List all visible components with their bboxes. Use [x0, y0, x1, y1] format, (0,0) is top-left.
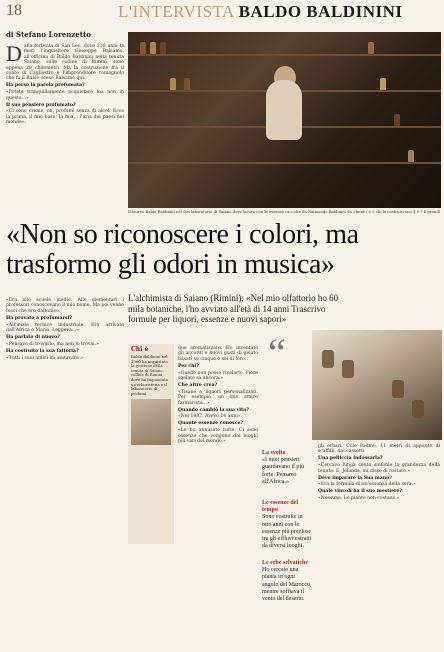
jar: [322, 350, 334, 368]
mid-question-1: Per chi?: [178, 363, 199, 369]
dropcap: D: [6, 41, 22, 66]
left-paragraph-3: «Pensavo di trovarlo, ma non lo trovai.»: [6, 341, 99, 347]
sidebar-photo: [131, 399, 171, 445]
page-header: [0, 0, 444, 26]
mid-question-3: Quando cambiò la sua vita?: [178, 407, 249, 413]
right-question-3: Quale vincoli ha il suo mestiere?: [318, 489, 403, 495]
left-paragraph-1: «Era alle scuole medie. Alle elementari i professori conoscevano il mio nome. Ma poi venne fuori che ero daltonico.: [6, 298, 124, 314]
intro-question-2: Il suo pensiero profumato?: [6, 102, 76, 108]
pull-quote-3-text: Ho cercato una pianta in ogni angolo del Marocco, mentre soffiava il vento del deserto.: [262, 567, 312, 603]
pull-quote-1-title: La svolta: [262, 450, 286, 456]
byline: di Stefano Lorenzetto: [6, 30, 91, 39]
interviewee-name: BALDO BALDININI: [238, 2, 403, 21]
left-question-1: Ha provato a profumarsi?: [6, 315, 72, 321]
bio-sidebar: [128, 344, 174, 544]
intro-paragraph-2: «Potete tranquillamente acquistare ma non in questa...»: [6, 90, 124, 101]
pull-quote-3-title: Le erbe selvatiche: [262, 560, 308, 566]
page-number: 18: [6, 2, 22, 19]
bottle: [140, 42, 146, 54]
left-question-2: Ha parlato di nuovo?: [6, 334, 60, 340]
bottle: [380, 78, 386, 90]
shelf: [128, 162, 441, 164]
bottle: [394, 114, 400, 126]
quote-mark-icon: “: [268, 330, 286, 375]
right-paragraph-3: «Era la formula di un'essenza della sera.»: [318, 482, 416, 488]
right-paragraph-1: gli erbari. Cole Padmo, 11 metri di appunto di scaffali, dai cassetti.: [318, 444, 440, 455]
shelf: [128, 54, 441, 56]
mid-paragraph-2: «Quelle non posso rivelarlo. Fiore sgelato sa ancora.»: [178, 370, 258, 382]
mid-paragraph-4: «Nel 1987. Avevo 14 anni».: [178, 414, 243, 420]
pull-quote-3: [262, 560, 312, 603]
right-paragraph-4: «Nessuno. Le piante non costano.»: [318, 496, 400, 502]
bottle: [184, 78, 190, 90]
intro-question-1: Ha perso la parola profumata?: [6, 83, 85, 89]
mid-paragraph-5: «Le ho annusate tutte. Ci sono essenze che vengono dai luoghi più vari del mondo.»: [178, 428, 258, 445]
section-title: [118, 2, 402, 22]
main-photo: [128, 32, 441, 208]
mid-question-4: Quante essenze conosce?: [178, 421, 244, 427]
pull-quote-1-text: «I miei pensieri guardavano il più forte. Pensavo all'Africa.»: [262, 457, 304, 485]
bottle: [150, 42, 156, 54]
pull-quote-2: [262, 500, 312, 550]
intro-paragraph-3: «Ci sono creme, oli, profumi senza di alcol. Ecco la prima, il mio naso, la mia... l'aria dei paesi nel mondo».: [6, 109, 124, 126]
bottle: [368, 42, 374, 54]
intro-column: [6, 41, 124, 127]
right-question-1: Una pelliccia indossarla?: [318, 456, 383, 462]
photo-caption: Il laureo Baldo Baldinini nel suo laboratorio di Saiano dove lavora con le essenze raccolte da Raimondo Baldinini da «Renè» e 3 chi le costruiscono 4 e 7 k grandi: [128, 209, 440, 214]
mid-question-2: Che altro crea?: [178, 382, 218, 388]
person-figure: [266, 80, 302, 140]
subheadline: L'alchimista di Saiano (Rimini): «Nel mio olfattorio ho 60 mila botaniche, l'ho avviato all'età di 14 anni Trascrivo formule per liquori, essenze e nuovi sapori»: [128, 293, 339, 325]
pull-quote-2-text: Sono costruite in otto anni con le essenze più preziose tra gli effluvi estratti da diversi luoghi.: [262, 514, 312, 550]
section-tag: L'INTERVISTA: [118, 2, 234, 21]
lab-photo: [312, 330, 442, 440]
sidebar-label: Chi è: [131, 346, 149, 353]
bottle: [170, 78, 176, 90]
right-paragraph-2: «Cercavo lunga cento sinfonie la grandezza della tenuta. E, Jolanda, mi disse di restare.»: [318, 463, 440, 474]
sidebar-text: Baldo Baldinini nel 1960 ha acquistato la gestione della tenuta di Saiano, colline di Rimini, dove ha impiantato un'erboristeria e il laboratorio di profumi.: [131, 354, 169, 396]
left-question-3: Ha costruito la sua fattoria?: [6, 348, 79, 354]
jar: [412, 400, 424, 418]
left-paragraph-2: «All'inizio tecnico industriale. Era arrivato dall'Africa e Mario. Leggeva...»: [6, 322, 124, 334]
mid-paragraph-1: que aromatizzare. Ho inventato gli accordi e nuovi gusti di gelato basati su cinque o sei di loro.: [178, 346, 258, 362]
jar: [392, 380, 404, 398]
mid-paragraph-3: «Tisane e liquori personalizzati. Per esempio, un mio amico farmacista...»: [178, 389, 258, 406]
left-paragraph-4: «Tutti i suoi amici mi aiutavano.»: [6, 355, 84, 361]
pull-quote-1: [262, 450, 312, 486]
intro-paragraph-1: alla fortezza di San Leo, dove 230 anni fa morì l'inquisitore Giuseppe Balsamo, all'officina di Baldo Baldinini nella tenuta Saiano, sulle colline di Rimini, sono appena 20 chilometri. Ma la costruzione fra il conte di Cagliostro e l'imprenditore romagnolo che fu il Baldo sceso Balsamo qui.: [6, 44, 124, 82]
right-question-2: Devo imparare la Sua mano?: [318, 475, 392, 481]
bottle: [408, 150, 414, 162]
headline: «Non so riconoscere i colori, ma trasformo gli odori in musica»: [6, 219, 359, 280]
bottle: [160, 42, 166, 54]
right-column: [318, 444, 440, 503]
jar: [342, 360, 354, 378]
left-column: [6, 298, 124, 363]
middle-column: [178, 346, 258, 446]
pull-quote-2-title: Le essenze del tempo: [262, 500, 298, 514]
